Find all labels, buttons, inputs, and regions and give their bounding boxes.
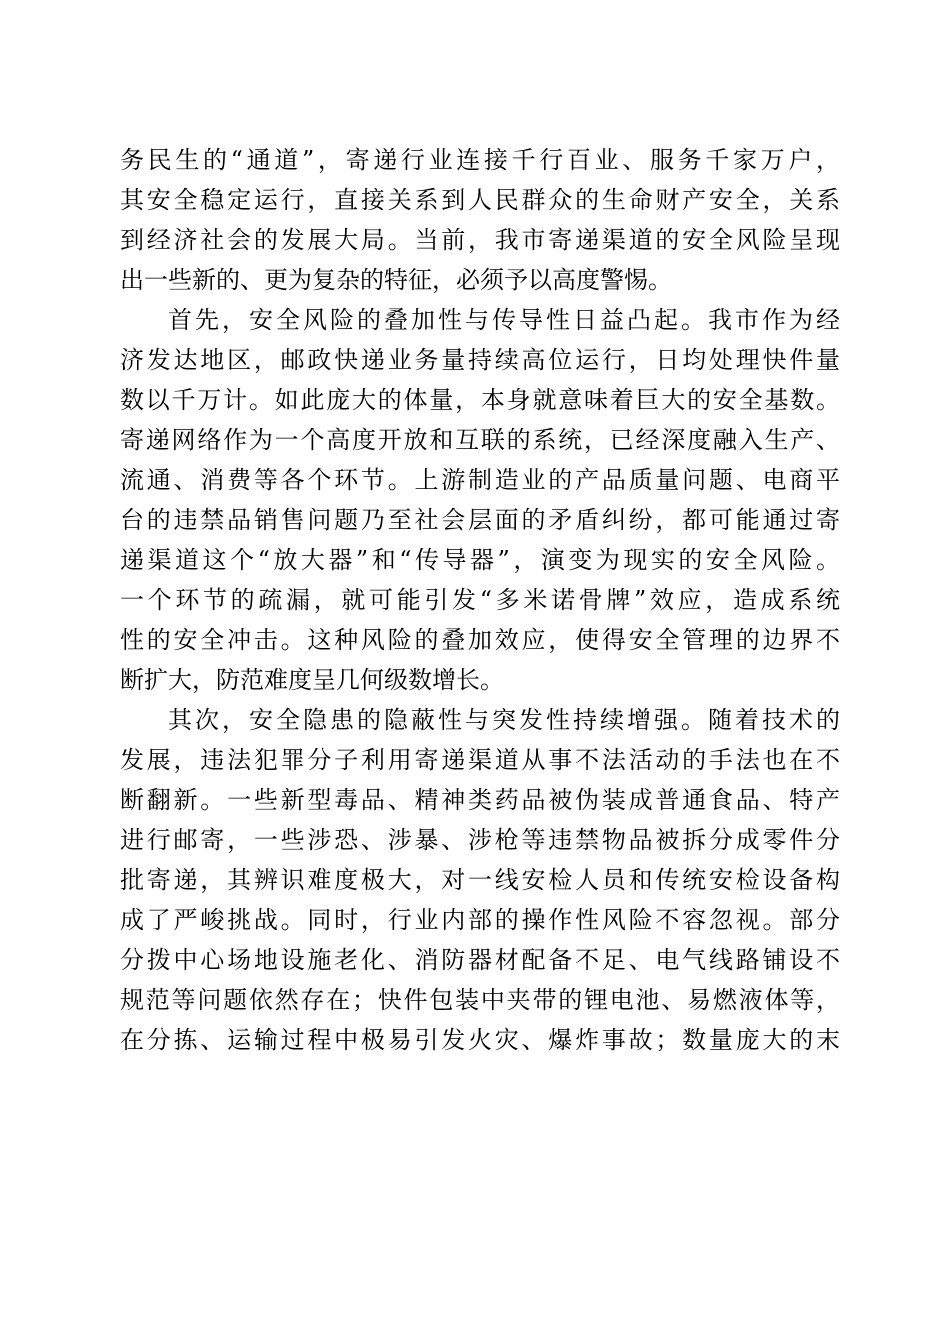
text-line: 数以千万计。如此庞大的体量，本身就意味着巨大的安全基数。 <box>120 386 840 414</box>
text-line: 分拨中心场地设施老化、消防器材配备不足、电气线路铺设不 <box>120 946 840 974</box>
text-line: 递渠道这个“放大器”和“传导器”，演变为现实的安全风险。 <box>120 546 840 574</box>
text-line: 在分拣、运输过程中极易引发火灾、爆炸事故；数量庞大的末 <box>120 1026 840 1054</box>
text-line: 一个环节的疏漏，就可能引发“多米诺骨牌”效应，造成系统 <box>120 586 840 614</box>
text-line: 到经济社会的发展大局。当前，我市寄递渠道的安全风险呈现 <box>120 226 840 254</box>
text-line: 出一些新的、更为复杂的特征，必须予以高度警惕。 <box>120 266 672 294</box>
text-line: 寄递网络作为一个高度开放和互联的系统，已经深度融入生产、 <box>120 426 840 454</box>
text-line: 台的违禁品销售问题乃至社会层面的矛盾纠纷，都可能通过寄 <box>120 506 840 534</box>
text-line: 批寄递，其辨识难度极大，对一线安检人员和传统安检设备构 <box>120 866 840 894</box>
text-line: 务民生的“通道”，寄递行业连接千行百业、服务千家万户， <box>120 146 840 174</box>
body-text <box>120 140 840 1060</box>
text-line: 成了严峻挑战。同时，行业内部的操作性风险不容忽视。部分 <box>120 906 840 934</box>
paragraph-first-line: 其次，安全隐患的隐蔽性与突发性持续增强。随着技术的 <box>168 706 840 734</box>
text-line: 流通、消费等各个环节。上游制造业的产品质量问题、电商平 <box>120 466 840 494</box>
text-line: 其安全稳定运行，直接关系到人民群众的生命财产安全，关系 <box>120 186 840 214</box>
text-line: 济发达地区，邮政快递业务量持续高位运行，日均处理快件量 <box>120 346 840 374</box>
text-line: 发展，违法犯罪分子利用寄递渠道从事不法活动的手法也在不 <box>120 746 840 774</box>
text-line: 性的安全冲击。这种风险的叠加效应，使得安全管理的边界不 <box>120 626 840 654</box>
paragraph-first-line: 首先，安全风险的叠加性与传导性日益凸起。我市作为经 <box>168 306 840 334</box>
text-line: 断扩大，防范难度呈几何级数增长。 <box>120 666 504 694</box>
text-line: 断翻新。一些新型毒品、精神类药品被伪装成普通食品、特产 <box>120 786 840 814</box>
text-line: 进行邮寄，一些涉恐、涉暴、涉枪等违禁物品被拆分成零件分 <box>120 826 840 854</box>
text-line: 规范等问题依然存在；快件包装中夹带的锂电池、易燃液体等， <box>120 986 840 1014</box>
